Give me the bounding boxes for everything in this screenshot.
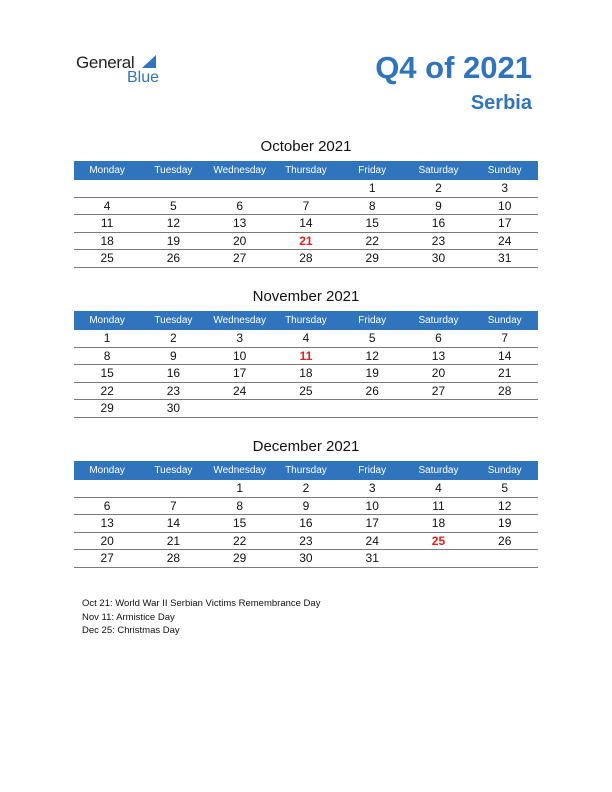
week-row [74, 498, 538, 516]
country-subtitle: Serbia [470, 92, 532, 114]
day-cell: 9 [302, 498, 310, 513]
weekday-label: Sunday [487, 465, 522, 476]
week-row [74, 250, 538, 268]
day-cell: 2 [302, 481, 310, 495]
weekday-label: Sunday [487, 315, 522, 326]
calendar-december [74, 437, 538, 568]
day-cell: 22 [232, 533, 247, 548]
logo-word-blue: Blue [127, 69, 160, 86]
day-cell: 25 [299, 383, 313, 398]
day-cell: 27 [431, 383, 446, 398]
day-cell [472, 550, 538, 567]
day-cell: 20 [232, 233, 247, 248]
day-cell: 23 [299, 533, 313, 548]
day-cell: 26 [166, 251, 181, 265]
holiday-day-cell: 21 [299, 233, 313, 248]
day-cell: 13 [431, 348, 446, 363]
weekday-label: Tuesday [154, 315, 193, 326]
day-cell: 29 [100, 401, 114, 415]
holiday-notes [82, 597, 320, 638]
weekday-label: Friday [358, 465, 387, 476]
day-cell: 9 [170, 348, 177, 363]
week-row [74, 550, 538, 568]
logo-flag-icon [142, 55, 156, 68]
week-row [74, 515, 538, 533]
day-cell: 18 [431, 516, 446, 530]
day-cell: 1 [103, 331, 111, 345]
week-rows [74, 180, 538, 268]
weekday-label: Saturday [418, 465, 459, 476]
holiday-day-cell: 25 [431, 533, 446, 548]
day-cell: 26 [365, 383, 379, 398]
day-cell: 10 [365, 498, 379, 513]
month-title: October 2021 [260, 138, 352, 155]
day-cell: 26 [498, 533, 512, 548]
week-rows [74, 480, 538, 568]
weekday-label: Sunday [487, 165, 522, 176]
day-cell: 30 [299, 551, 313, 565]
day-cell: 13 [100, 516, 114, 530]
weekday-label: Monday [89, 315, 125, 326]
holiday-note: Dec 25: Christmas Day [82, 625, 180, 636]
day-cell [207, 400, 273, 417]
day-cell: 8 [103, 348, 111, 363]
weekday-label: Tuesday [154, 165, 193, 176]
day-cell: 28 [498, 383, 512, 398]
day-cell: 29 [365, 251, 379, 265]
day-cell: 6 [435, 331, 442, 345]
weekday-label: Tuesday [154, 465, 193, 476]
holiday-note: Oct 21: World War II Serbian Victims Remembrance Day [82, 598, 321, 609]
month-title: November 2021 [252, 288, 360, 305]
weekday-label: Wednesday [213, 465, 266, 476]
weekday-label: Thursday [285, 165, 327, 176]
weekday-label: Saturday [418, 315, 459, 326]
week-rows [74, 330, 538, 418]
day-cell: 2 [435, 181, 442, 195]
day-cell: 3 [368, 481, 376, 495]
day-cell: 17 [365, 516, 379, 530]
day-cell [140, 480, 206, 497]
day-cell: 12 [365, 348, 379, 363]
day-cell: 28 [166, 551, 181, 565]
day-cell: 22 [100, 383, 114, 398]
day-cell: 14 [498, 348, 512, 363]
week-row [74, 533, 538, 551]
day-cell: 9 [435, 198, 442, 213]
page-title: Q4 of 2021 [375, 50, 532, 85]
calendar-november [74, 287, 538, 418]
day-cell: 18 [299, 366, 313, 380]
day-cell: 24 [498, 233, 512, 248]
day-cell: 15 [232, 516, 247, 530]
weekday-header [74, 161, 538, 180]
day-cell: 14 [166, 516, 181, 530]
day-cell: 16 [431, 216, 446, 230]
day-cell: 30 [166, 401, 181, 415]
day-cell: 23 [431, 233, 446, 248]
day-cell: 17 [232, 366, 247, 380]
day-cell: 27 [100, 551, 114, 565]
week-row [74, 198, 538, 216]
day-cell [405, 400, 471, 417]
weekday-label: Wednesday [213, 315, 266, 326]
day-cell: 5 [501, 481, 509, 495]
weekday-label: Monday [89, 165, 125, 176]
day-cell: 30 [431, 251, 446, 265]
week-row [74, 383, 538, 401]
day-cell: 31 [365, 551, 379, 565]
day-cell: 1 [368, 181, 376, 195]
day-cell: 24 [365, 533, 379, 548]
day-cell: 10 [232, 348, 247, 363]
day-cell [472, 400, 538, 417]
week-row [74, 215, 538, 233]
week-row [74, 400, 538, 418]
week-row [74, 348, 538, 366]
week-row [74, 233, 538, 251]
weekday-label: Thursday [285, 315, 327, 326]
holiday-note: Nov 11: Armistice Day [82, 611, 175, 623]
day-cell: 19 [365, 366, 379, 380]
day-cell: 16 [299, 516, 313, 530]
week-row [74, 480, 538, 498]
logo [76, 53, 176, 89]
calendar-october [74, 137, 538, 268]
day-cell: 19 [498, 516, 512, 530]
day-cell: 18 [100, 233, 114, 248]
day-cell: 4 [435, 481, 442, 495]
day-cell: 3 [501, 181, 509, 195]
day-cell: 14 [299, 216, 313, 230]
day-cell: 7 [302, 198, 310, 213]
day-cell: 8 [236, 498, 243, 513]
day-cell: 17 [498, 216, 512, 230]
month-title: December 2021 [252, 438, 360, 455]
day-cell [74, 480, 140, 497]
day-cell: 28 [299, 251, 313, 265]
day-cell: 21 [498, 366, 512, 380]
day-cell: 5 [368, 331, 376, 345]
weekday-label: Saturday [418, 165, 459, 176]
day-cell [405, 550, 471, 567]
weekday-header [74, 461, 538, 480]
day-cell: 23 [166, 383, 181, 398]
day-cell: 15 [100, 366, 114, 380]
day-cell: 16 [166, 366, 181, 380]
day-cell: 7 [501, 331, 509, 345]
weekday-label: Monday [89, 465, 125, 476]
logo-word-general: General [76, 53, 135, 72]
day-cell: 15 [365, 216, 379, 230]
day-cell: 13 [232, 216, 247, 230]
day-cell [140, 180, 206, 197]
day-cell: 6 [103, 498, 111, 513]
day-cell: 4 [103, 198, 111, 213]
day-cell: 24 [232, 383, 247, 398]
week-row [74, 365, 538, 383]
day-cell [273, 180, 339, 197]
day-cell: 2 [170, 331, 177, 345]
day-cell [74, 180, 140, 197]
holiday-day-cell: 11 [299, 348, 313, 363]
day-cell [207, 180, 273, 197]
day-cell: 22 [365, 233, 379, 248]
weekday-label: Friday [358, 165, 387, 176]
day-cell: 5 [170, 198, 177, 213]
day-cell: 19 [166, 233, 181, 248]
day-cell: 27 [232, 251, 247, 265]
day-cell [339, 400, 405, 417]
weekday-header [74, 311, 538, 330]
day-cell: 11 [100, 216, 114, 230]
weekday-label: Thursday [285, 465, 327, 476]
weekday-label: Friday [358, 315, 387, 326]
day-cell: 7 [170, 498, 177, 513]
day-cell: 21 [166, 533, 181, 548]
week-row [74, 330, 538, 348]
day-cell: 10 [498, 198, 512, 213]
day-cell: 12 [498, 498, 512, 513]
week-row [74, 180, 538, 198]
day-cell: 3 [236, 331, 243, 345]
day-cell: 29 [232, 551, 247, 565]
day-cell: 20 [100, 533, 114, 548]
day-cell: 11 [432, 498, 445, 513]
day-cell: 20 [431, 366, 446, 380]
weekday-label: Wednesday [213, 165, 266, 176]
day-cell [273, 400, 339, 417]
day-cell: 6 [236, 198, 243, 213]
day-cell: 1 [236, 481, 243, 495]
day-cell: 8 [368, 198, 376, 213]
day-cell: 31 [498, 251, 512, 265]
day-cell: 25 [100, 251, 114, 265]
day-cell: 4 [302, 331, 310, 345]
day-cell: 12 [166, 216, 181, 230]
